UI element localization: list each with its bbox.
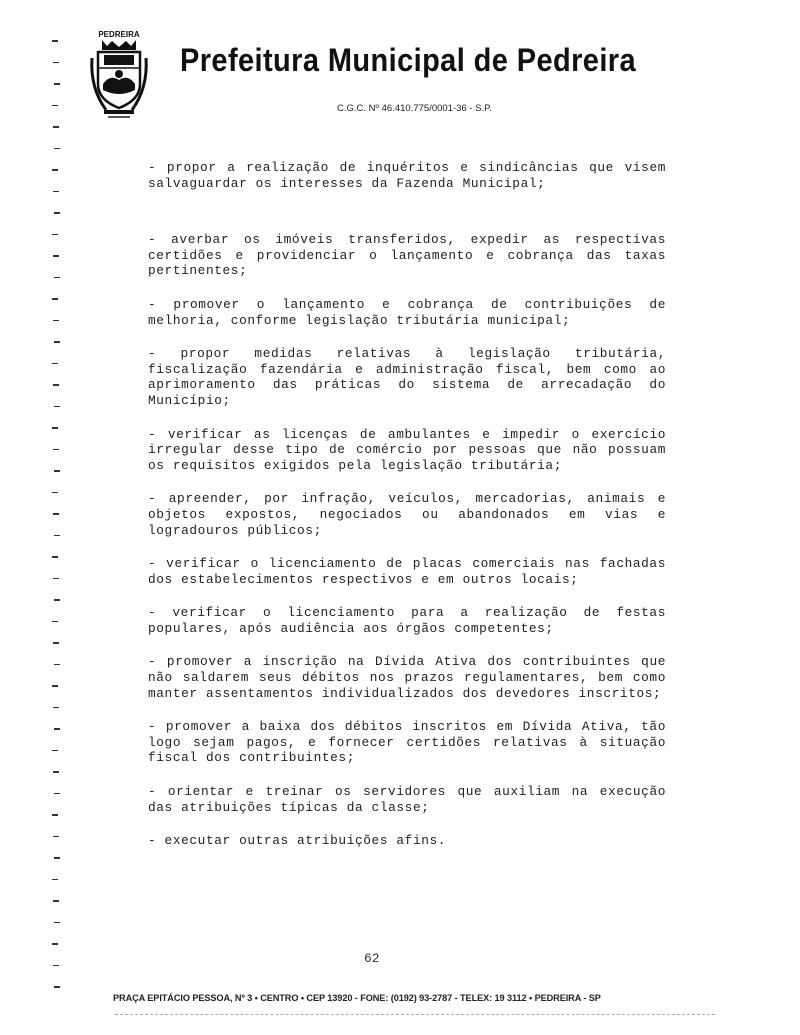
- margin-tick: [52, 234, 58, 236]
- margin-tick: [52, 879, 58, 881]
- document-body: [148, 160, 666, 849]
- margin-tick: [53, 449, 59, 451]
- margin-tick-marks: [0, 40, 70, 1020]
- margin-tick: [52, 363, 58, 365]
- margin-tick: [52, 40, 58, 42]
- paragraph: - verificar as licenças de ambulantes e impedir o exercício irregular desse tipo de comércio por pessoas que não possuam os requisitos exigidos pela legislação tributária;: [148, 426, 666, 473]
- paragraph: - promover o lançamento e cobrança de contribuições de melhoria, conforme legislação tributária municipal;: [148, 296, 666, 328]
- margin-tick: [52, 169, 58, 171]
- margin-tick: [53, 707, 59, 709]
- paragraph: - propor a realização de inquéritos e sindicâncias que visem salvaguardar os interesses da Fazenda Municipal;: [148, 160, 666, 191]
- margin-tick: [53, 255, 59, 257]
- margin-tick: [54, 148, 60, 150]
- margin-tick: [52, 750, 58, 752]
- page-number: 62: [364, 951, 380, 966]
- paragraph: - promover a inscrição na Dívida Ativa dos contribuintes que não saldarem seus débitos nos prazos regulamentares, bem como manter assentamentos individualizados dos devedores inscritos;: [148, 654, 666, 701]
- margin-tick: [54, 277, 60, 279]
- paragraph: - averbar os imóveis transferidos, expedir as respectivas certidões e providenciar o lançamento e cobrança das taxas pertinentes;: [148, 232, 666, 279]
- municipal-crest-icon: [88, 28, 150, 120]
- margin-tick: [54, 793, 60, 795]
- margin-tick: [52, 943, 58, 945]
- margin-tick: [53, 126, 59, 128]
- footer-address: PRAÇA EPITÁCIO PESSOA, Nº 3 • CENTRO • CEP 13920 - FONE: (0192) 93-2787 - TELEX: 19 3112 • PEDREIRA - SP: [113, 993, 601, 1003]
- margin-tick: [53, 900, 59, 902]
- margin-tick: [54, 83, 60, 85]
- paragraph: - apreender, por infração, veículos, mercadorias, animais e objetos expostos, negociados ou abandonados em vias e logradouros públicos;: [148, 491, 666, 538]
- margin-tick: [54, 922, 60, 924]
- margin-tick: [54, 986, 60, 988]
- margin-tick: [54, 728, 60, 730]
- margin-tick: [53, 771, 59, 773]
- margin-tick: [54, 406, 60, 408]
- footer-divider: [115, 1014, 715, 1016]
- margin-tick: [53, 642, 59, 644]
- paragraph: - propor medidas relativas à legislação tributária, fiscalização fazendária e administração fiscal, bem como ao aprimoramento das práticas do sistema de arrecadação do Município;: [148, 346, 666, 408]
- paragraph: - orientar e treinar os servidores que auxiliam na execução das atribuições típicas da classe;: [148, 784, 666, 815]
- margin-tick: [53, 578, 59, 580]
- margin-tick: [53, 62, 59, 64]
- paragraph: - promover a baixa dos débitos inscritos em Dívida Ativa, tão logo sejam pagos, e fornecer certidões relativas à situação fiscal dos contribuintes;: [148, 719, 666, 766]
- margin-tick: [52, 814, 58, 816]
- margin-tick: [54, 341, 60, 343]
- paragraph: - verificar o licenciamento de placas comerciais nas fachadas dos estabelecimentos respectivos e em outros locais;: [148, 556, 666, 587]
- margin-tick: [54, 857, 60, 859]
- margin-tick: [52, 492, 58, 494]
- crest-lettering: PEDREIRA: [98, 30, 140, 39]
- margin-tick: [53, 384, 59, 386]
- paragraph: - verificar o licenciamento para a realização de festas populares, após audiência aos órgãos competentes;: [148, 605, 666, 636]
- paragraph: - executar outras atribuições afins.: [148, 833, 447, 849]
- page-title: Prefeitura Municipal de Pedreira: [180, 43, 636, 79]
- margin-tick: [53, 836, 59, 838]
- margin-tick: [53, 965, 59, 967]
- margin-tick: [53, 513, 59, 515]
- cgc-number: C.G.C. Nº 46.410.775/0001-36 - S.P.: [337, 103, 492, 114]
- margin-tick: [52, 298, 58, 300]
- margin-tick: [52, 105, 58, 107]
- margin-tick: [52, 556, 58, 558]
- margin-tick: [54, 664, 60, 666]
- margin-tick: [53, 191, 59, 193]
- margin-tick: [53, 320, 59, 322]
- margin-tick: [54, 599, 60, 601]
- margin-tick: [54, 212, 60, 214]
- margin-tick: [54, 470, 60, 472]
- margin-tick: [52, 621, 58, 623]
- margin-tick: [52, 427, 58, 429]
- margin-tick: [54, 535, 60, 537]
- margin-tick: [52, 685, 58, 687]
